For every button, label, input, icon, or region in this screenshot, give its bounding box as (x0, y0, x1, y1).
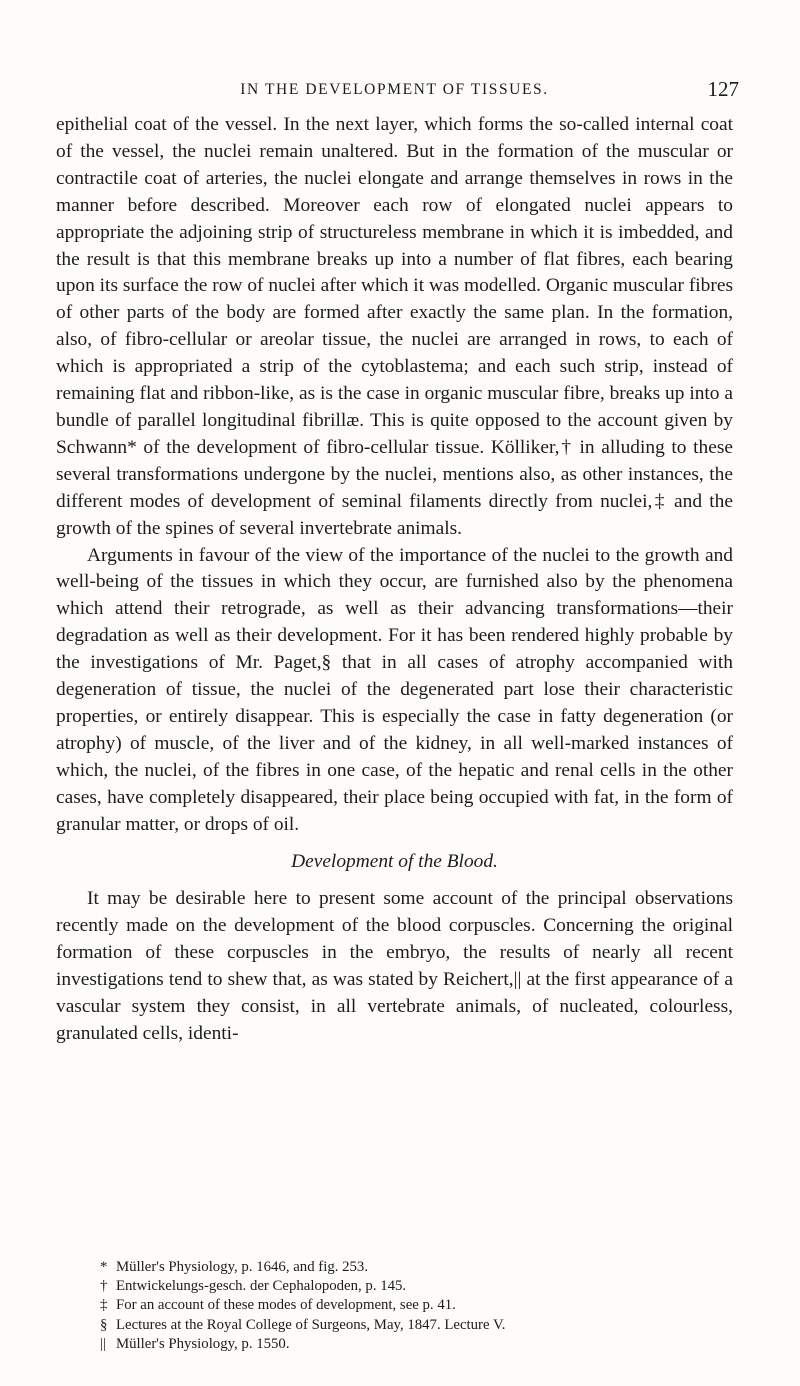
footnote-text: For an account of these modes of development, see p. 41. (116, 1297, 456, 1314)
footnote-mark: || (100, 1335, 106, 1352)
footnote-mark: ‡ (100, 1297, 108, 1314)
footnote-text: Müller's Physiology, p. 1646, and fig. 253. (116, 1259, 369, 1275)
footnote (100, 1316, 740, 1335)
footnotes (100, 1258, 740, 1354)
footnote (100, 1258, 740, 1277)
footnote (100, 1296, 740, 1315)
footnote-text: Entwickelungs-gesch. der Cephalopoden, p. 145. (116, 1278, 407, 1295)
section-heading: Development of the Blood. (291, 851, 498, 873)
footnote-mark: † (100, 1278, 108, 1295)
paragraph-nuclei-arguments: Arguments in favour of the view of the importance of the nuclei to the growth and well-being of the tissues in which they occur, are furnished also by the phenomena which attend their retrograde, as well as their advancing transformations—their degradation as well as their development. For it has been rendered highly probable by the investigations of Mr. Paget,§ that in all cases of atrophy accompanied with degeneration of tissue, the nuclei of the degenerated part lose their characteristic properties, or entirely disappear. This is especially the case in fatty degeneration (or atrophy) of muscle, of the liver and of the kidney, in all well-marked instances of which, the nuclei, of the fibres in one case, of the hepatic and renal cells in the other cases, have completely disappeared, their place being occupied with fat, in the form of granular matter, or drops of oil. (56, 544, 733, 835)
footnote-mark: * (100, 1259, 108, 1275)
footnote-text: Müller's Physiology, p. 1550. (116, 1335, 290, 1352)
page-number: 127 (707, 77, 739, 101)
paragraph-continuation: epithelial coat of the vessel. In the next layer, which forms the so-called internal coat of the vessel, the nuclei remain unaltered. But in the formation of the muscular or contractile coat of arteries, the nuclei elongate and arrange themselves in rows in the manner before described. Moreover each row of elongated nuclei appears to appropriate the adjoining strip of structureless membrane in which it is imbedded, and the result is that this membrane breaks up into a number of flat fibres, each bearing upon its surface the row of nuclei after which it was modelled. Organic muscular fibres of other parts of the body are formed after exactly the same plan. In the formation, also, of fibro-cellular or areolar tissue, the nuclei are arranged in rows, to each of which is appropriated a strip of the cytoblastema; and each such strip, instead of remaining flat and ribbon-like, as is the case in organic muscular fibre, breaks up into a bundle of parallel longitudinal fibrillæ. This is quite opposed to the account given by Schwann* of the development of fibro-cellular tissue. Kölliker,† in alluding to these several transformations undergone by the nuclei, mentions also, as other instances, the different modes of development of seminal filaments directly from nuclei,‡ and the growth of the spines of several invertebrate animals. (56, 114, 733, 539)
paragraph-blood-development: It may be desirable here to present some account of the principal observations recently made on the development of the blood corpuscles. Concerning the original formation of these corpuscles in the embryo, the results of nearly all recent investigations tend to shew that, as was stated by Reichert,|| at the first appearance of a vascular system they consist, in all vertebrate animals, of nucleated, colourless, granulated cells, identi- (56, 888, 733, 1044)
running-head (56, 77, 739, 103)
footnote (100, 1277, 740, 1296)
footnote-text: Lectures at the Royal College of Surgeons, May, 1847. Lecture V. (116, 1316, 506, 1333)
running-title: IN THE DEVELOPMENT OF TISSUES. (240, 81, 549, 98)
footnote-mark: § (100, 1316, 108, 1333)
main-text (56, 112, 733, 1048)
footnote (100, 1335, 740, 1354)
